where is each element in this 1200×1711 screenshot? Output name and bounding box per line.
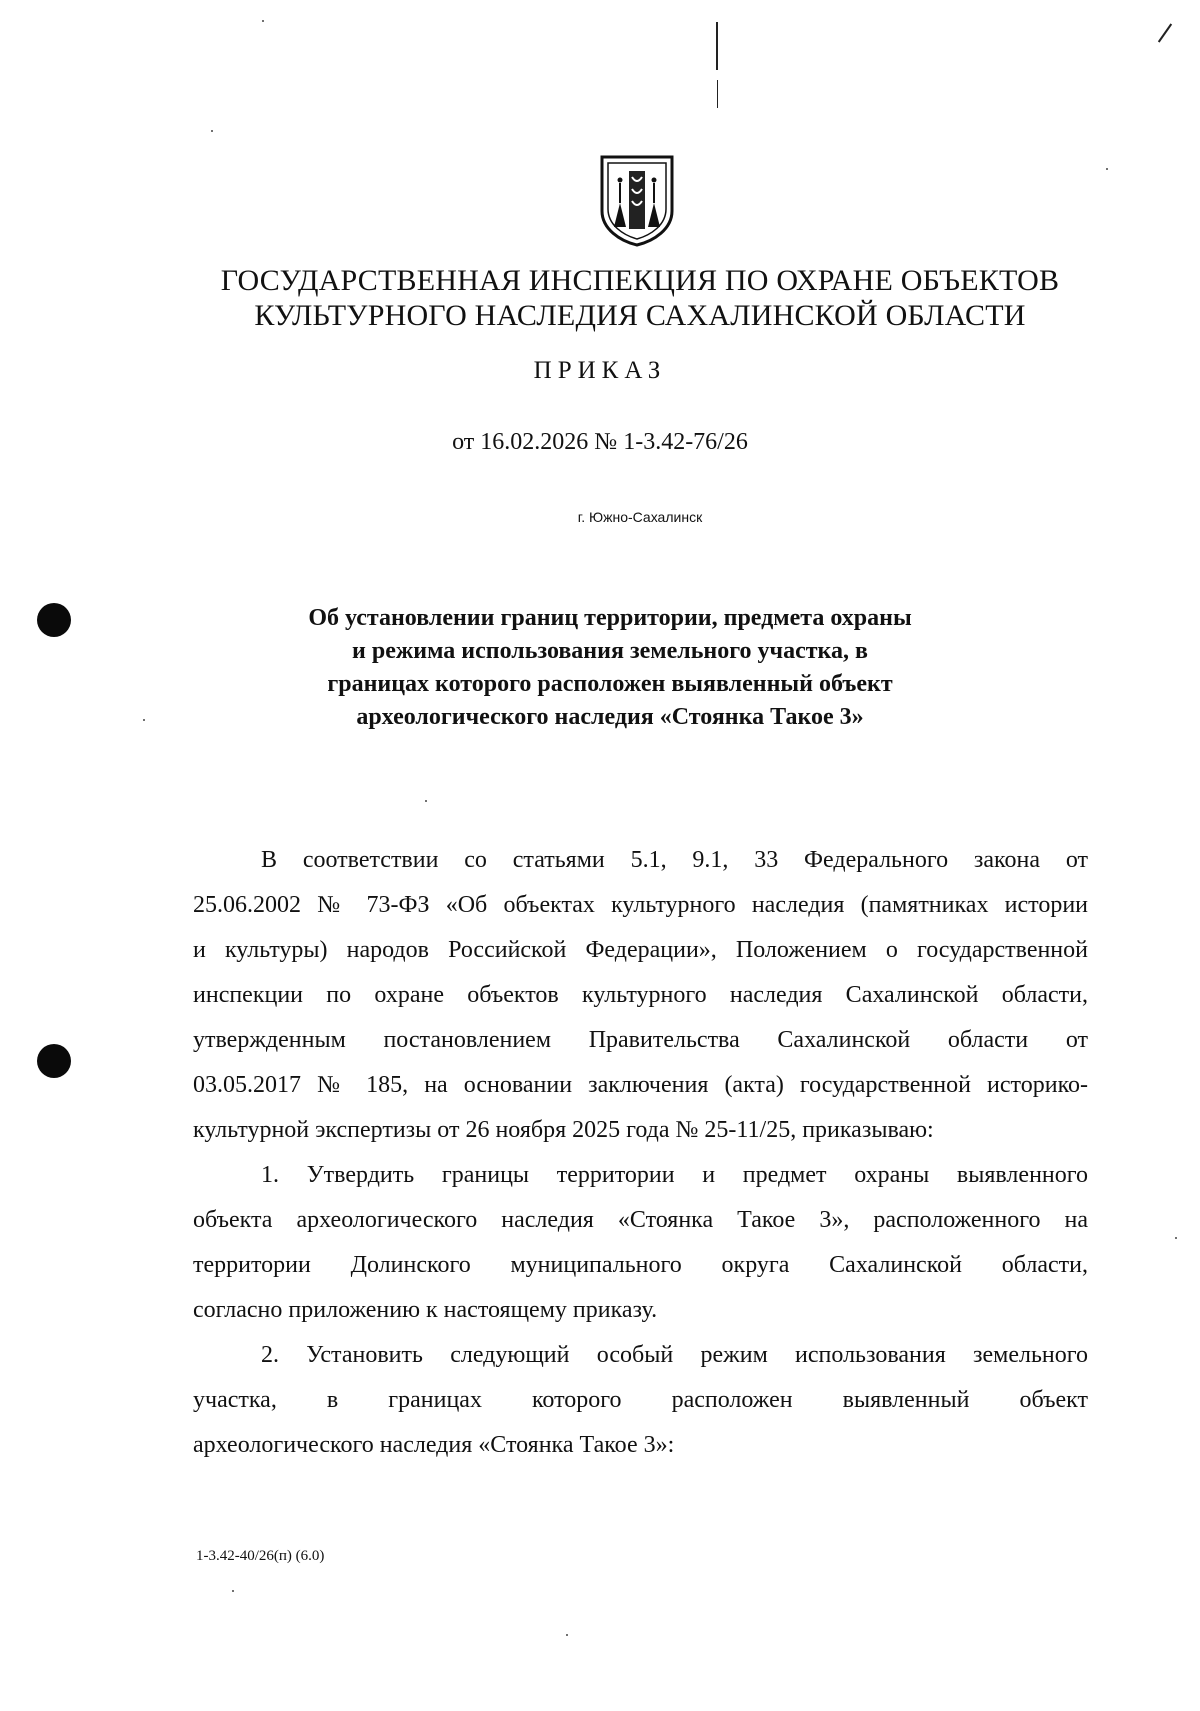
scan-speck	[232, 1590, 234, 1592]
scan-speck	[1175, 1237, 1177, 1239]
punch-hole-top	[37, 603, 71, 637]
text-line: В соответствии со статьями 5.1, 9.1, 33 Федерального закона от	[261, 847, 1088, 873]
document-subject	[250, 602, 970, 734]
text-line: объекта археологического наследия «Стоянка Такое 3», расположенного на	[193, 1207, 1088, 1233]
text-line: инспекции по охране объектов культурного наследия Сахалинской области,	[193, 982, 1088, 1008]
city: г. Южно-Сахалинск	[577, 509, 703, 525]
text-line: утвержденным постановлением Правительства Сахалинской области от	[193, 1027, 1088, 1053]
document-body	[193, 838, 1088, 1468]
scan-mark-vertical	[716, 22, 718, 70]
text-line: культурной экспертизы от 26 ноября 2025 года № 25-11/25, приказываю:	[193, 1117, 934, 1143]
document-code: 1-3.42-40/26(п) (6.0)	[196, 1548, 325, 1564]
subject-line: и режима использования земельного участка, в	[352, 638, 868, 664]
subject-line: границах которого расположен выявленный объект	[327, 671, 893, 697]
punch-hole-bottom	[37, 1044, 71, 1078]
text-line: и культуры) народов Российской Федерации», Положением о государственной	[193, 937, 1088, 963]
scan-speck	[262, 20, 264, 22]
subject-line: Об установлении границ территории, предмета охраны	[308, 605, 912, 631]
scan-mark-vertical-2	[717, 80, 718, 108]
coat-of-arms-drawing	[596, 153, 678, 247]
subject-line: археологического наследия «Стоянка Такое 3»	[356, 704, 864, 730]
order-date-number: от 16.02.2026 № 1-3.42-76/26	[452, 429, 748, 455]
scan-speck	[566, 1634, 568, 1636]
text-line: согласно приложению к настоящему приказу.	[193, 1297, 658, 1323]
scan-speck	[1106, 168, 1108, 170]
text-line: археологического наследия «Стоянка Такое 3»:	[193, 1432, 675, 1458]
text-line: участка, в границах которого расположен выявленный объект	[193, 1387, 1088, 1413]
item-1-paragraph	[193, 1153, 1088, 1333]
agency-title-line-1: ГОСУДАРСТВЕННАЯ ИНСПЕКЦИЯ ПО ОХРАНЕ ОБЪЕКТОВ	[220, 264, 1060, 297]
text-line: 03.05.2017 № 185, на основании заключения (акта) государственной историко-	[193, 1072, 1088, 1098]
scan-speck	[211, 130, 213, 132]
scan-mark-slash	[1158, 23, 1172, 42]
item-2-paragraph	[193, 1333, 1088, 1468]
coat-of-arms-icon	[596, 153, 678, 247]
document-type: ПРИКАЗ	[533, 357, 667, 384]
agency-title-line-2: КУЛЬТУРНОГО НАСЛЕДИЯ САХАЛИНСКОЙ ОБЛАСТИ	[254, 299, 1026, 332]
text-line: территории Долинского муниципального округа Сахалинской области,	[193, 1252, 1088, 1278]
scan-speck	[143, 719, 145, 721]
scan-speck	[425, 800, 427, 802]
text-line: 2. Установить следующий особый режим использования земельного	[261, 1342, 1088, 1368]
text-line: 1. Утвердить границы территории и предмет охраны выявленного	[261, 1162, 1088, 1188]
text-line: 25.06.2002 № 73-ФЗ «Об объектах культурного наследия (памятниках истории	[193, 892, 1088, 918]
preamble-paragraph	[193, 838, 1088, 1153]
